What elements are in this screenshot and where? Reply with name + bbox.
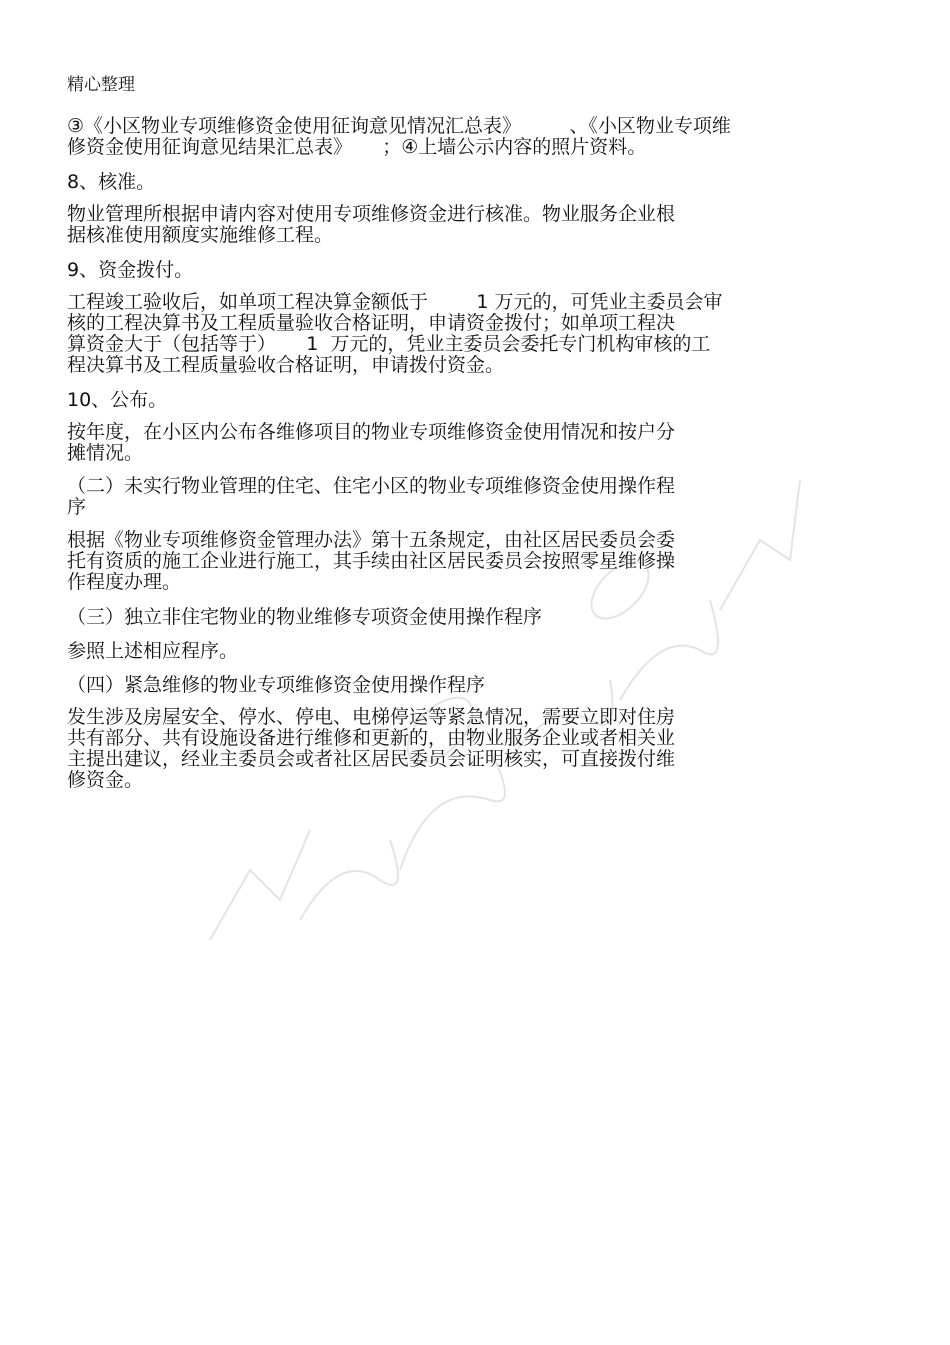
paragraph <box>67 530 867 593</box>
paragraph-line: 按年度，在小区内公布各维修项目的物业专项维修资金使用情况和按户分 <box>67 421 676 443</box>
paragraph-line: 据核准使用额度实施维修工程。 <box>67 224 334 246</box>
paragraph-line: 修资金。 <box>67 769 144 791</box>
paragraph-line: 发生涉及房屋安全、停水、停电、电梯停运等紧急情况，需要立即对住房 <box>67 706 676 728</box>
section-heading: 10、公布。 <box>67 389 168 411</box>
paragraph-line: 程决算书及工程质量验收合格证明，申请拨付资金。 <box>67 354 505 376</box>
paragraph <box>67 204 867 246</box>
paragraph <box>67 422 867 464</box>
paragraph-line: 主提出建议，经业主委员会或者社区居民委员会证明核实，可直接拨付维 <box>67 748 676 770</box>
page-header-label: 精心整理 <box>67 75 135 95</box>
paragraph-line: 物业管理所根据申请内容对使用专项维修资金进行核准。物业服务企业根 <box>67 203 676 225</box>
paragraph-line: 托有资质的施工企业进行施工，其手续由社区居民委员会按照零星维修操 <box>67 550 676 572</box>
section-heading: 9、资金拨付。 <box>67 259 194 281</box>
section-heading: （三）独立非住宅物业的物业维修专项资金使用操作程序 <box>67 606 543 628</box>
paragraph-line: 共有部分、共有设施设备进行维修和更新的，由物业服务企业或者相关业 <box>67 727 676 749</box>
paragraph-line: 摊情况。 <box>67 442 144 464</box>
paragraph <box>67 116 867 158</box>
paragraph <box>67 292 867 376</box>
document-body <box>67 116 867 803</box>
paragraph <box>67 476 867 518</box>
paragraph-line: （二）未实行物业管理的住宅、住宅小区的物业专项维修资金使用操作程 <box>67 475 676 497</box>
paragraph-line: 工程竣工验收后，如单项工程决算金额低于 1 万元的，可凭业主委员会审 <box>67 291 723 313</box>
paragraph-line: 序 <box>67 496 87 518</box>
section-heading: （四）紧急维修的物业专项维修资金使用操作程序 <box>67 674 486 696</box>
paragraph-line: 修资金使用征询意见结果汇总表》 ；④上墙公示内容的照片资料。 <box>67 136 647 158</box>
section-heading: 参照上述相应程序。 <box>67 640 239 662</box>
paragraph-line: 根据《物业专项维修资金管理办法》第十五条规定，由社区居民委员会委 <box>67 529 676 551</box>
paragraph-line: 算资金大于（包括等于） 1 万元的，凭业主委员会委托专门机构审核的工 <box>67 333 711 355</box>
paragraph-line: 核的工程决算书及工程质量验收合格证明，申请资金拨付；如单项工程决 <box>67 312 676 334</box>
paragraph-line: ③《小区物业专项维修资金使用征询意见情况汇总表》 、《小区物业专项维 <box>67 115 731 137</box>
paragraph-line: 作程度办理。 <box>67 571 182 593</box>
paragraph <box>67 707 867 791</box>
section-heading: 8、核准。 <box>67 171 156 193</box>
